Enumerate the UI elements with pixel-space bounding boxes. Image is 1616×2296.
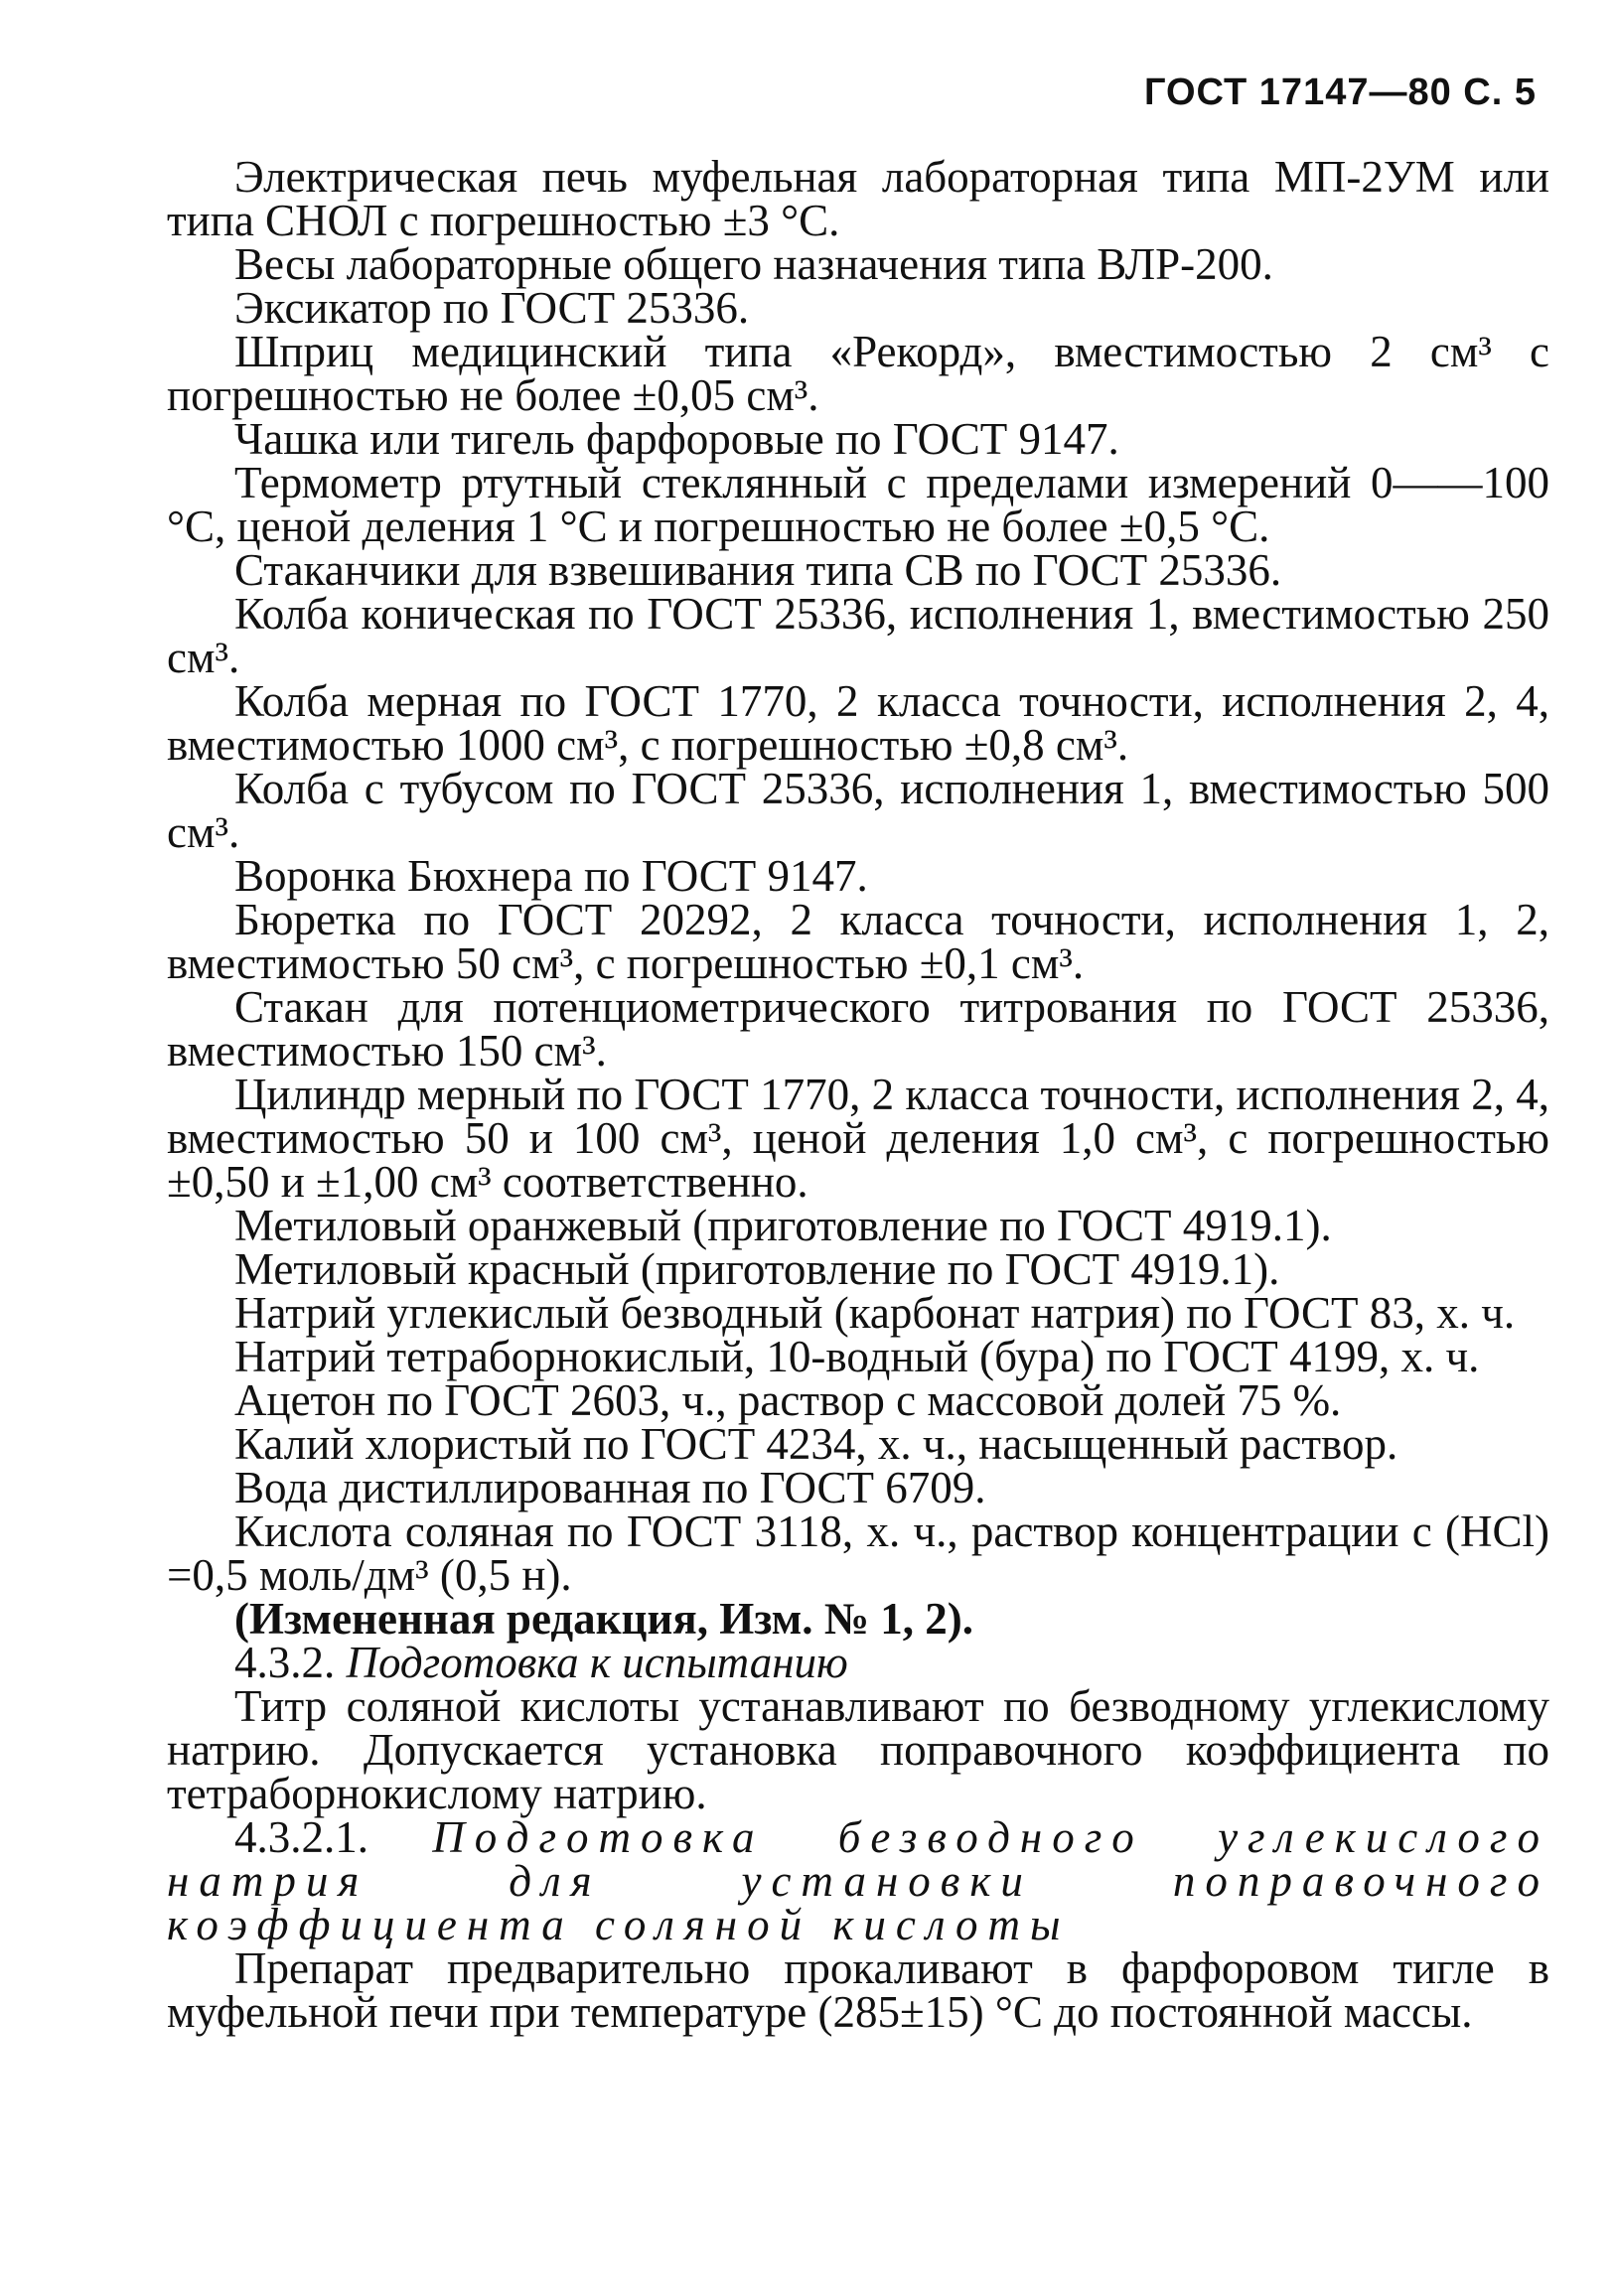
paragraph-weighing-cups: Стаканчики для взвешивания типа СВ по ГОСТ 25336.	[234, 545, 1282, 595]
section-number: 4.3.2.1.	[234, 1812, 368, 1862]
paragraph-distilled-water: Вода дистиллированная по ГОСТ 6709.	[234, 1463, 986, 1512]
paragraph-potassium-chloride: Калий хлористый по ГОСТ 4234, х. ч., насыщенный раствор.	[234, 1419, 1398, 1469]
section-number: 4.3.2.	[234, 1638, 336, 1687]
paragraph-hydrochloric-acid: Кислота соляная по ГОСТ 3118, х. ч., раствор концентрации с (HCl) =0,5 моль/дм³ (0,5 н).	[167, 1507, 1549, 1600]
paragraph-thermometer: Термометр ртутный стеклянный с пределами измерений 0——100 °С, ценой деления 1 °С и погрешностью не более ±0,5 °С.	[167, 458, 1549, 551]
paragraph-conical-flask: Колба коническая по ГОСТ 25336, исполнения 1, вместимостью 250 см³.	[167, 589, 1549, 682]
paragraph-methyl-orange: Метиловый оранжевый (приготовление по ГОСТ 4919.1).	[234, 1201, 1332, 1250]
paragraph-syringe: Шприц медицинский типа «Рекорд», вместимостью 2 см³ с погрешностью не более ±0,05 см³.	[167, 327, 1549, 420]
paragraph-acetone: Ацетон по ГОСТ 2603, ч., раствор с массовой долей 75 %.	[234, 1375, 1342, 1425]
paragraph-scales: Весы лабораторные общего назначения типа ВЛР-200.	[234, 239, 1273, 289]
section-title: Подготовка к испытанию	[346, 1638, 848, 1687]
paragraph-sodium-tetraborate: Натрий тетраборнокислый, 10-водный (бура) по ГОСТ 4199, х. ч.	[234, 1332, 1480, 1381]
section-4-3-2-text: Титр соляной кислоты устанавливают по безводному углекислому натрию. Допускается установка поправочного коэффициента по тетраборнокислому натрию.	[167, 1681, 1549, 1818]
paragraph-titration-beaker: Стакан для потенциометрического титрования по ГОСТ 25336, вместимостью 150 см³.	[167, 982, 1549, 1076]
paragraph-burette: Бюретка по ГОСТ 20292, 2 класса точности, исполнения 1, 2, вместимостью 50 см³, с погрешностью ±0,1 см³.	[167, 895, 1549, 988]
section-4-3-2-1-text: Препарат предварительно прокаливают в фарфоровом тигле в муфельной печи при температуре (285±15) °С до постоянной массы.	[167, 1943, 1549, 2037]
paragraph-measuring-cylinder: Цилиндр мерный по ГОСТ 1770, 2 класса точности, исполнения 2, 4, вместимостью 50 и 100 см³, ценой деления 1,0 см³, с погрешностью ±0,50 и ±1,00 см³ соответственно.	[167, 1070, 1549, 1207]
section-title: Подготовка безводного углекислого натрия для установки поправочного коэффициента соляной кислоты	[167, 1812, 1549, 1949]
amendment-note: (Измененная редакция, Изм. № 1, 2).	[234, 1594, 974, 1644]
section-heading-4-3-2-1	[167, 1812, 1549, 1949]
paragraph-tubulated-flask: Колба с тубусом по ГОСТ 25336, исполнения 1, вместимостью 500 см³.	[167, 764, 1549, 857]
paragraph-muffle-furnace: Электрическая печь муфельная лабораторная типа МП-2УМ или типа СНОЛ с погрешностью ±3 °С.	[167, 152, 1549, 245]
paragraph-crucible: Чашка или тигель фарфоровые по ГОСТ 9147.	[234, 414, 1119, 464]
document-body	[167, 152, 1549, 2037]
section-heading-4-3-2	[167, 1638, 1549, 1687]
paragraph-desiccator: Эксикатор по ГОСТ 25336.	[234, 283, 750, 333]
paragraph-sodium-carbonate: Натрий углекислый безводный (карбонат натрия) по ГОСТ 83, х. ч.	[234, 1288, 1516, 1338]
running-header: ГОСТ 17147—80 С. 5	[1143, 72, 1537, 113]
paragraph-volumetric-flask: Колба мерная по ГОСТ 1770, 2 класса точности, исполнения 2, 4, вместимостью 1000 см³, с погрешностью ±0,8 см³.	[167, 676, 1549, 770]
paragraph-buchner-funnel: Воронка Бюхнера по ГОСТ 9147.	[234, 851, 868, 901]
paragraph-methyl-red: Метиловый красный (приготовление по ГОСТ 4919.1).	[234, 1244, 1280, 1294]
